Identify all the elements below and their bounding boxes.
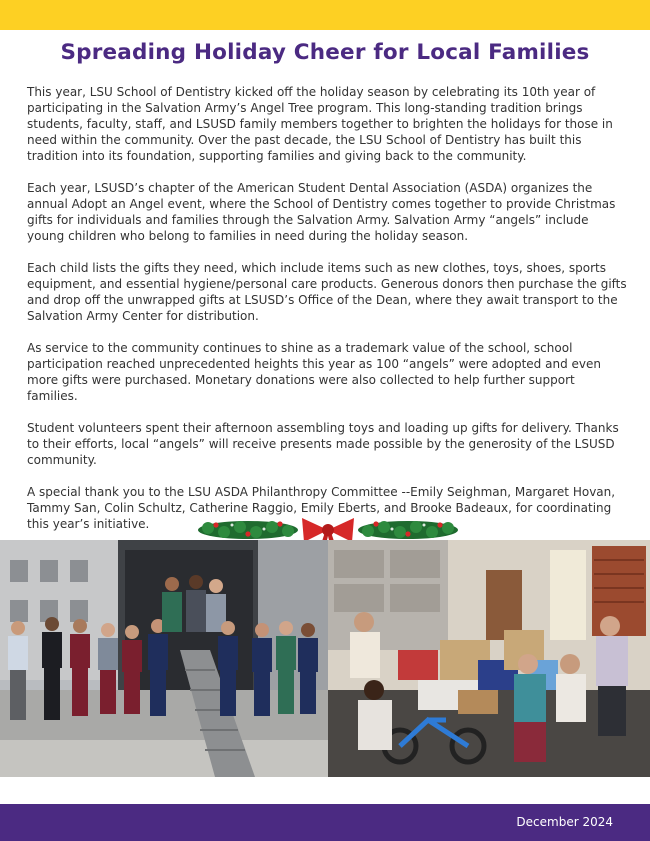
paragraph-gift-lists: Each child lists the gifts they need, which include items such as new clothes, toys, shoes, sports equipment, and essential hygiene/personal care products. Generous donors then purchase the gifts and drop off the unwrapped gifts at LSUSD’s Office of the Dean, where they await transport to the Salvation Army Center for distribution. (27, 261, 627, 323)
article-body (27, 84, 627, 548)
page-title: Spreading Holiday Cheer for Local Families (60, 40, 590, 65)
group-photo-with-donated-gifts (328, 540, 650, 777)
footer-date: December 2024 (516, 815, 613, 829)
paragraph-intro: This year, LSU School of Dentistry kicked off the holiday season by celebrating its 10th year of participating in the Salvation Army’s Angel Tree program. This long-standing tradition brings students, faculty, staff, and LSUSD family members together to brighten the holidays for those in need within the community. Over the past decade, the LSU School of Dentistry has built this tradition into its foundation, supporting families and giving back to the community. (27, 85, 613, 163)
bottom-purple-bar (0, 804, 650, 841)
paragraph-thank-you: A special thank you to the LSU ASDA Philanthropy Committee --Emily Seighman, Margaret Hovan, Tammy San, Colin Schultz, Catherine Raggio, Emily Eberts, and Brooke Badeaux, for coordinating this year’s initiative. (27, 485, 616, 531)
group-photo-outside-truck (0, 540, 328, 777)
top-gold-bar (0, 0, 650, 30)
paragraph-asda-event: Each year, LSUSD’s chapter of the American Student Dental Association (ASDA) organizes the annual Adopt an Angel event, where the School of Dentistry comes together to provide Christmas gifts for individuals and families through the Salvation Army. Salvation Army “angels” include young children who belong to families in need during the holiday season. (27, 181, 616, 243)
paragraph-participation: As service to the community continues to shine as a trademark value of the school, school participation reached unprecedented heights this year as 100 “angels” were adopted and even more gifts were purchased. Monetary donations were also collected to help further support families. (27, 341, 601, 403)
paragraph-volunteers: Student volunteers spent their afternoon assembling toys and loading up gifts for delivery. Thanks to their efforts, local “angels” will receive presents made possible by the generosity of the LSUSD community. (27, 421, 619, 467)
